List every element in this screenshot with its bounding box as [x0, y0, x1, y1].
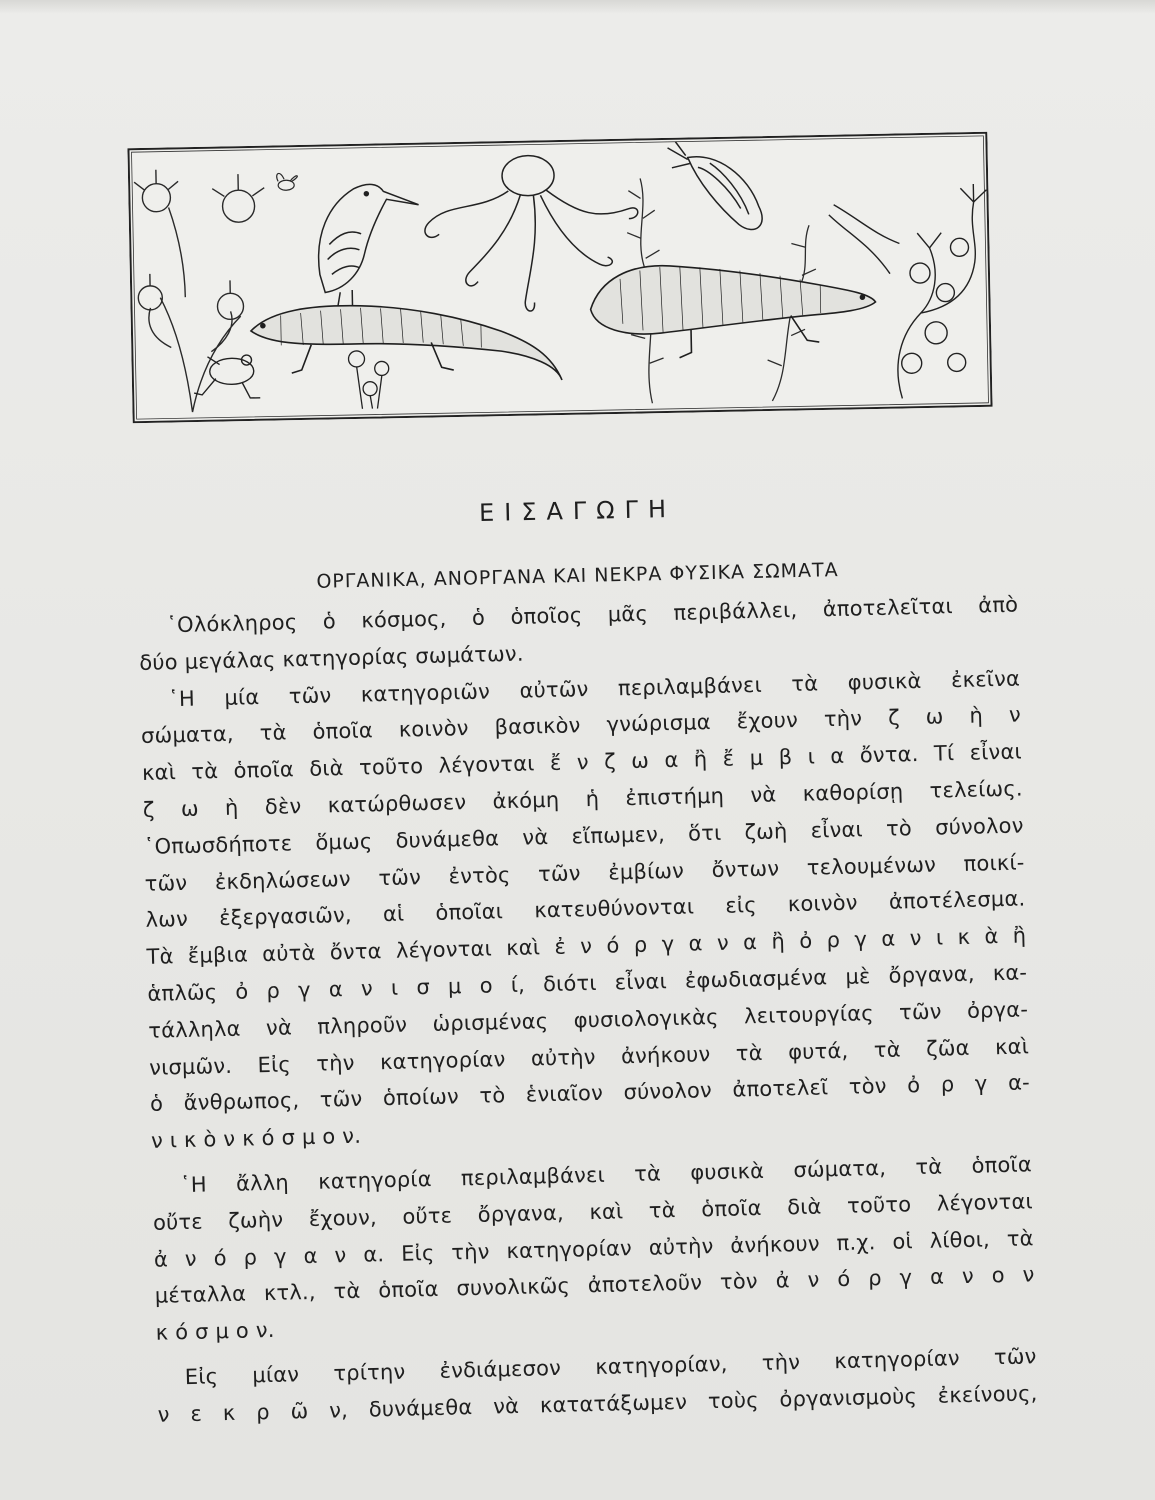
- body-text: [138, 586, 1038, 1433]
- page-title: ΕΙΣΑΓΩΓΗ: [478, 494, 677, 528]
- text-line: λων ἐξεργασιῶν, αἱ ὁποῖαι κατευθύνονται εἰς κοινὸν ἀποτέλεσμα.: [145, 886, 1026, 933]
- text-line: ῾Η μία τῶν κατηγοριῶν αὐτῶν περιλαμβάνει τὰ φυσικὰ ἐκεῖνα: [167, 666, 1021, 711]
- text-line: ἀ ν ό ρ γ α ν α. Εἰς τὴν κατηγορίαν αὐτὴν ἀνήκουν π.χ. οἱ λίθοι, τὰ: [153, 1225, 1034, 1272]
- text-line: ν ε κ ρ ῶ ν, δυνάμεθα νὰ κατατάξωμεν τοὺς ὀργανισμοὺς ἐκείνους,: [157, 1380, 1038, 1427]
- text-line: καὶ τὰ ὁποῖα διὰ τοῦτο λέγονται ἔ ν ζ ω α ἢ ἔ μ β ι α ὄντα. Τί εἶναι: [141, 739, 1023, 786]
- text-line: ῾Ολόκληρος ὁ κόσμος, ὁ ὁποῖος μᾶς περιβάλλει, ἀποτελεῖται ἀπὸ: [166, 592, 1019, 638]
- text-line: Εἰς μίαν τρίτην ἐνδιάμεσον κατηγορίαν, τὴν κατηγορίαν τῶν: [184, 1344, 1037, 1390]
- text-line: δύο μεγάλας κατηγορίας σωμάτων.: [139, 641, 524, 675]
- text-line: Τὰ ἔμβια αὐτὰ ὄντα λέγονται καὶ ἐ ν ό ρ γ α ν α ἢ ὀ ρ γ α ν ι κ ὰ ἢ: [146, 923, 1027, 970]
- page-subtitle: ΟΡΓΑΝΙΚΑ, ΑΝΟΡΓΑΝΑ ΚΑΙ ΝΕΚΡΑ ΦΥΣΙΚΑ ΣΩΜΑΤΑ: [316, 559, 839, 593]
- text-line: κ ό σ μ ο ν.: [155, 1318, 275, 1345]
- text-line: ῾Η ἄλλη κατηγορία περιλαμβάνει τὰ φυσικὰ σώματα, τὰ ὁποῖα: [179, 1152, 1033, 1198]
- text-line: ζ ω ὴ δὲν κατώρθωσεν ἀκόμη ἡ ἐπιστήμη νὰ καθορίσῃ τελείως.: [142, 776, 1023, 822]
- text-line: σώματα, τὰ ὁποῖα κοινὸν βασικὸν γνώρισμα ἔχουν τὴν ζ ω ὴ ν: [140, 702, 1022, 749]
- text-line: ῾Οπωσδήποτε ὅμως δυνάμεθα νὰ εἴπωμεν, ὅτι ζωὴ εἶναι τὸ σύνολον: [143, 813, 1024, 859]
- page-top-shadow: [0, 0, 1155, 14]
- text-line: τῶν ἐκδηλώσεων τῶν ἐντὸς τῶν ἐμβίων ὄντων τελουμένων ποικί-: [144, 849, 1025, 896]
- text-line: ν ι κ ὸ ν κ ό σ μ ο ν.: [150, 1123, 362, 1153]
- text-line: ἁπλῶς ὀ ρ γ α ν ι σ μ ο ί, διότι εἶναι ἐφωδιασμένα μὲ ὄργανα, κα-: [147, 960, 1028, 1006]
- text-line: οὔτε ζωὴν ἔχουν, οὔτε ὄργανα, καὶ τὰ ὁποῖα διὰ τοῦτο λέγονται: [152, 1189, 1034, 1235]
- text-line: τάλληλα νὰ πληροῦν ὡρισμένας φυσιολογικὰς λειτουργίας τῶν ὀργα-: [148, 997, 1029, 1043]
- decorative-header-engraving: [127, 132, 992, 423]
- text-line: μέταλλα κτλ., τὰ ὁποῖα συνολικῶς ἀποτελοῦν τὸν ἀ ν ό ρ γ α ν ο ν: [154, 1262, 1035, 1309]
- text-line: ὁ ἄνθρωπος, τῶν ὁποίων τὸ ἑνιαῖον σύνολον ἀποτελεῖ τὸν ὀ ρ γ α-: [149, 1070, 1031, 1117]
- text-line: νισμῶν. Εἰς τὴν κατηγορίαν αὐτὴν ἀνήκουν τὰ φυτά, τὰ ζῶα καὶ: [148, 1033, 1030, 1080]
